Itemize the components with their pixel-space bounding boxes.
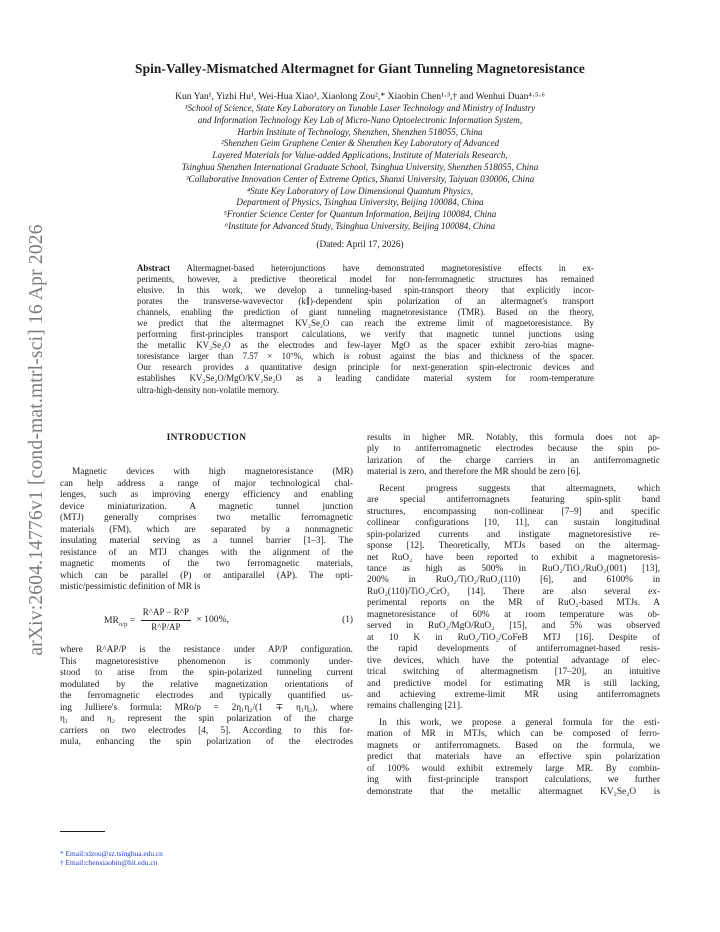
- body-line: ing with first-principle transport calculations, we further: [367, 775, 660, 786]
- abstract: [137, 263, 594, 396]
- abstract-label: Abstract: [137, 263, 171, 273]
- affiliation-line: ⁵Frontier Science Center for Quantum Information, Beijing 100084, China: [223, 209, 497, 220]
- abstract-line: toresistance larger than 7.57 × 10⁷%, which is robust against the bias and thickness of the spacer.: [137, 351, 594, 362]
- footnote-email-link[interactable]: † Email:chenxiaobin@hit.edu.cn: [60, 858, 158, 868]
- body-line: (MTJ) generally comprises two metallic ferromagnetic: [60, 513, 353, 524]
- body-line: larization of the charge carriers in an antiferromagnetic: [367, 455, 660, 466]
- body-line: and predictive model for estimating MR is still lacking,: [367, 678, 660, 689]
- body-line: results in higher MR. Notably, this formula does not ap-: [367, 433, 660, 443]
- fraction-numerator: R^AP − R^P: [141, 607, 191, 620]
- body-line: structures, encompassing non-collinear [7–9] and specific: [367, 506, 660, 517]
- abstract-line: we predict that the altermagnet KV₂Se₂O can reach the extreme limit of magnetoresistance. By: [137, 318, 594, 329]
- body-line: magnetoresistance of 60% at room temperature was ob-: [367, 609, 660, 620]
- body-line: This magnetoresistive phenomenon is commonly under-: [60, 656, 353, 667]
- footnote-email-link[interactable]: * Email:xlzou@sz.tsinghua.edu.cn: [60, 849, 163, 858]
- body-line: magnetic moments of the two ferromagnetic materials,: [60, 559, 353, 570]
- affiliation-line: ⁶Institute for Advanced Study, Tsinghua University, Beijing 100084, China: [224, 220, 496, 231]
- body-line: served in RuO₂/MgO/RuO₂ [15], and 5% was observed: [367, 621, 660, 632]
- body-line: the ferromagnetic electrodes and typically quantified us-: [60, 691, 353, 702]
- body-line: mistic/pessimistic definition of MR is: [60, 581, 201, 592]
- affiliation-line: Layered Materials for Value-added Applications, Institute of Materials Research,: [212, 150, 508, 161]
- body-line: can help address a range of major technological chal-: [60, 478, 353, 489]
- body-line: mula, enhancing the spin polarization of the electrodes: [60, 737, 353, 748]
- body-line: insulating material serving as a tunnel barrier [1–3]. The: [60, 536, 353, 547]
- affiliation-line: Department of Physics, Tsinghua University, Beijing 100084, China: [236, 197, 484, 208]
- body-line: RuO₂(110)/TiO₂/CrO₂ [14]. There are also several ex-: [367, 586, 660, 597]
- abstract-line: [137, 263, 594, 274]
- equation-1: [60, 599, 353, 639]
- body-line: materials (FM), which are separated by a nonmagnetic: [60, 524, 353, 535]
- body-line: tive devices, which have the potential advantage of elec-: [367, 655, 660, 666]
- body-line: magnets or antiferromagnets. Based on the formula, we: [367, 740, 660, 751]
- affiliation-list: [0, 103, 720, 233]
- footnotes: [60, 849, 163, 868]
- body-line: material is zero, and therefore the MR should be zero [6].: [367, 467, 581, 478]
- abstract-line: ultra-high-density non-volatile memory.: [137, 384, 280, 395]
- abstract-line: elusive. In this work, we develop a tunneling-based spin-transport theory that explicitly incor-: [137, 285, 594, 296]
- arxiv-sidebar: [22, 200, 52, 680]
- affiliation-line: and Information Technology Key Lab of Micro-Nano Optoelectronic Information System,: [197, 114, 523, 125]
- footnote-rule: [60, 831, 105, 832]
- affiliation-line: ²Shenzhen Geim Graphene Center & Shenzhen Key Laboratory of Advanced: [220, 138, 500, 149]
- arxiv-identifier[interactable]: arXiv:2604.14776v1 [cond-mat.mtrl-sci] 16 Apr 2026: [26, 224, 47, 656]
- body-line: the rapid developments of antiferromagnet-based resis-: [367, 644, 660, 655]
- body-line: carriers on two electrodes [4, 5]. According to this for-: [60, 725, 353, 736]
- abstract-line: Our research provides a quantitative design principle for next-generation spin-electronic devices and: [137, 362, 594, 373]
- body-line: Recent progress suggests that altermagnets, which: [379, 483, 660, 494]
- paper-title: Spin-Valley-Mismatched Altermagnet for Giant Tunneling Magnetoresistance: [135, 61, 585, 76]
- body-line: perimental reports on the MR of RuO₂-based MTJs. A: [367, 598, 660, 609]
- body-line: stood to arise from the spin-polarized tunneling current: [60, 668, 353, 679]
- body-line: which can be parallel (P) or antiparallel (AP). The opti-: [60, 570, 353, 581]
- body-line: and achieving extreme-limit MR using antiferromagnets: [367, 689, 660, 700]
- affiliation-line: ⁴State Key Laboratory of Low Dimensional Quantum Physics,: [247, 185, 473, 196]
- equation-number: (1): [342, 615, 353, 626]
- right-column: [367, 433, 660, 798]
- equation-lhs: $MR_{o/p}$ =: [104, 614, 136, 628]
- body-line: η₁ and η₂ represent the spin polarization of the charge: [60, 714, 353, 725]
- body-line: are special antiferromagnets featuring spin-split band: [367, 495, 660, 506]
- abstract-text: Altermagnet-based heterojunctions have demonstrated magnetoresistive effects in ex-: [170, 263, 594, 273]
- body-line: tance as high as 500% in RuO₂/TiO₂/RuO₂(001) [13],: [367, 563, 660, 574]
- body-line: trical switching of altermagnetism [17–20], an intuitive: [367, 667, 660, 678]
- affiliation-line: Harbin Institute of Technology, Shenzhen, Shenzhen 518055, China: [237, 126, 483, 137]
- body-line: sponse [12]. Theoretically, MTJs based on the altermag-: [367, 541, 660, 552]
- body-line: predict that materials have an effective spin polarization: [367, 752, 660, 763]
- author-list: Kun Yan¹, Yizhi Hu¹, Wei-Hua Xiao¹, Xiaolong Zou²,* Xiaobin Chen¹·³,† and Wenhui Duan⁴·⁵·⁶: [175, 91, 545, 102]
- body-line: mation of MR in MTJs, which can be composed of ferro-: [367, 729, 660, 740]
- abstract-line: porates the transverse-wavevector (k∥)-dependent spin polarization of an altermagnet's transport: [137, 296, 594, 307]
- body-line: ply to antiferromagnetic electrodes because the spin po-: [367, 444, 660, 455]
- equation-tail: × 100%,: [196, 614, 229, 626]
- body-line: of 100% would exhibit extremely large MR. By combin-: [367, 763, 660, 774]
- body-line: In this work, we propose a general formula for the esti-: [379, 717, 660, 728]
- body-line: lenges, such as improving energy efficiency and enabling: [60, 490, 353, 501]
- fraction-denominator: R^P/AP: [151, 621, 181, 632]
- abstract-line: the metallic KV₂Se₂O as the electrodes and few-layer MgO as the spacer exhibit zero-bias magne-: [137, 340, 594, 351]
- body-line: resistance of an MTJ changes with the alignment of the: [60, 547, 353, 558]
- equation-body: [104, 607, 229, 633]
- abstract-line: establishes KV₂Se₂O/MgO/KV₂Se₂O as a leading candidate material system for room-temperature: [137, 373, 594, 384]
- affiliation-line: Tsinghua Shenzhen International Graduate School, Tsinghua University, Shenzhen 518055, China: [181, 161, 539, 172]
- body-line: remains challenging [21].: [367, 701, 463, 712]
- body-line: modulated by the relative magnetization orientations of: [60, 679, 353, 690]
- body-line: 200% in RuO₂/TiO₂/RuO₂(110) [6], and 6100% in: [367, 575, 660, 586]
- body-line: at 10 K in RuO₂/TiO₂/CoFeB MTJ [16]. Despite of: [367, 632, 660, 643]
- body-line: device miniaturization. A magnetic tunnel junction: [60, 501, 353, 512]
- body-line: ing Julliere's formula: MRo/p = 2η₁η₂/(1 ∓ η₁η₂), where: [60, 702, 353, 713]
- abstract-line: performing first-principles transport calculations, we verify that magnetic tunnel junctions using: [137, 329, 594, 340]
- section-heading-introduction: INTRODUCTION: [166, 433, 247, 443]
- body-line: collinear configurations [10, 11], can sustain longitudinal: [367, 518, 660, 529]
- date-line: (Dated: April 17, 2026): [316, 240, 404, 250]
- body-line: net RuO₂ have been reported to exhibit a magnetoresis-: [367, 552, 660, 563]
- body-line: where R^AP/P is the resistance under AP/P configuration.: [60, 645, 353, 656]
- affiliation-line: ¹School of Science, State Key Laboratory on Tunable Laser Technology and Ministry of Industry: [184, 103, 536, 113]
- body-line: Magnetic devices with high magnetoresistance (MR): [72, 467, 353, 478]
- body-line: demonstrate that the metallic altermagnet KV₂Se₂O is: [367, 786, 660, 797]
- affiliation-line: ³Collaborative Innovation Center of Extreme Optics, Shanxi University, Taiyuan 030006, China: [185, 173, 535, 184]
- abstract-line: periments, however, a predictive theoretical model for non-ferromagnetic structures has remained: [137, 274, 594, 285]
- left-column: [60, 433, 353, 749]
- equation-fraction: [141, 607, 191, 633]
- abstract-line: channels, enabling the prediction of giant tunneling magnetoresistance (TMR). Based on the theory,: [137, 307, 594, 318]
- body-line: spin-polarized currents and instigate magnetoresistive re-: [367, 529, 660, 540]
